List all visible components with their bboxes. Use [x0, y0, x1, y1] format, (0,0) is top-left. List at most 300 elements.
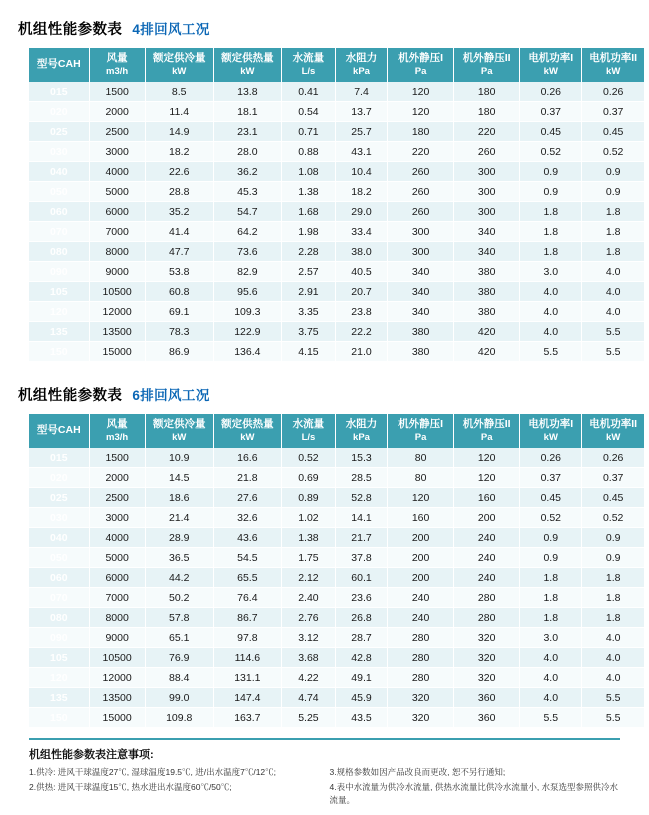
- table-cell: 220: [454, 122, 520, 142]
- table-cell: 69.1: [145, 302, 213, 322]
- table-cell: 7000: [89, 588, 145, 608]
- table-cell: 200: [454, 508, 520, 528]
- table-cell: 4.0: [582, 628, 644, 648]
- column-header-model: 型号CAH: [29, 48, 89, 82]
- table-cell: 4.22: [281, 668, 335, 688]
- table-cell: 80: [388, 448, 454, 468]
- table-cell: 14.5: [145, 468, 213, 488]
- table-cell: 1.68: [281, 202, 335, 222]
- table-cell: 0.9: [520, 162, 582, 182]
- cell-model: 070: [29, 588, 89, 608]
- table-cell: 10.9: [145, 448, 213, 468]
- table-cell: 120: [454, 468, 520, 488]
- table-cell: 109.8: [145, 708, 213, 728]
- cell-model: 050: [29, 548, 89, 568]
- table-cell: 300: [454, 202, 520, 222]
- cell-model: 070: [29, 222, 89, 242]
- table-cell: 360: [454, 688, 520, 708]
- table-cell: 15.3: [335, 448, 387, 468]
- table-cell: 38.0: [335, 242, 387, 262]
- table-cell: 4.15: [281, 342, 335, 362]
- column-header-heating: 额定供热量 kW: [213, 48, 281, 82]
- column-header-waterflow: 水流量 L/s: [281, 48, 335, 82]
- note-item: 3.规格参数如因产品改良而更改, 恕不另行通知;: [329, 767, 506, 777]
- table-cell: 5.5: [582, 342, 644, 362]
- table-header-row: [29, 48, 644, 82]
- cell-model: 150: [29, 708, 89, 728]
- table-cell: 28.7: [335, 628, 387, 648]
- table-cell: 340: [388, 262, 454, 282]
- table-cell: 2.91: [281, 282, 335, 302]
- table-cell: 36.5: [145, 548, 213, 568]
- table-cell: 240: [454, 528, 520, 548]
- table-cell: 300: [454, 162, 520, 182]
- table-cell: 27.6: [213, 488, 281, 508]
- table-cell: 37.8: [335, 548, 387, 568]
- table-cell: 380: [454, 282, 520, 302]
- table-cell: 0.26: [582, 448, 644, 468]
- table-row: [29, 708, 644, 728]
- table-row: [29, 282, 644, 302]
- table-cell: 0.45: [582, 122, 644, 142]
- table-cell: 14.9: [145, 122, 213, 142]
- column-header-model: 型号CAH: [29, 414, 89, 448]
- table-cell: 60.1: [335, 568, 387, 588]
- table-cell: 53.8: [145, 262, 213, 282]
- table-row: [29, 548, 644, 568]
- table-cell: 4000: [89, 528, 145, 548]
- table-cell: 1.8: [520, 202, 582, 222]
- table-row: [29, 182, 644, 202]
- table-cell: 340: [454, 242, 520, 262]
- table-row: [29, 588, 644, 608]
- table-cell: 26.8: [335, 608, 387, 628]
- table-row: [29, 262, 644, 282]
- cell-model: 020: [29, 102, 89, 122]
- table-cell: 1.8: [582, 222, 644, 242]
- table-cell: 1.8: [582, 608, 644, 628]
- table-cell: 88.4: [145, 668, 213, 688]
- table-cell: 1.8: [582, 202, 644, 222]
- table-cell: 44.2: [145, 568, 213, 588]
- table-cell: 200: [388, 548, 454, 568]
- table-cell: 280: [388, 668, 454, 688]
- column-header-motorpower-1: 电机功率I kW: [520, 414, 582, 448]
- table-cell: 45.3: [213, 182, 281, 202]
- table-cell: 32.6: [213, 508, 281, 528]
- table-cell: 5000: [89, 182, 145, 202]
- table-row: [29, 648, 644, 668]
- table-cell: 95.6: [213, 282, 281, 302]
- table-cell: 3.0: [520, 628, 582, 648]
- column-header-staticpressure-2: 机外静压II Pa: [454, 414, 520, 448]
- table-cell: 180: [454, 102, 520, 122]
- table-row: [29, 122, 644, 142]
- cell-model: 150: [29, 342, 89, 362]
- table-cell: 4.0: [520, 688, 582, 708]
- table-cell: 9000: [89, 262, 145, 282]
- cell-model: 060: [29, 568, 89, 588]
- table-cell: 80: [388, 468, 454, 488]
- note-item: 1.供冷: 进风干球温度27℃, 湿球温度19.5℃, 进/出水温度7℃/12℃;: [29, 767, 277, 777]
- table-cell: 49.1: [335, 668, 387, 688]
- table-cell: 1.38: [281, 182, 335, 202]
- table-cell: 240: [388, 588, 454, 608]
- table-row: [29, 668, 644, 688]
- table-cell: 8.5: [145, 82, 213, 102]
- table-cell: 0.41: [281, 82, 335, 102]
- table-cell: 320: [388, 708, 454, 728]
- table-cell: 1.8: [520, 222, 582, 242]
- table-cell: 240: [388, 608, 454, 628]
- table-cell: 420: [454, 342, 520, 362]
- table-cell: 1500: [89, 82, 145, 102]
- cell-model: 030: [29, 508, 89, 528]
- table-cell: 300: [388, 222, 454, 242]
- table-cell: 360: [454, 708, 520, 728]
- table-cell: 8000: [89, 608, 145, 628]
- column-header-waterdrop: 水阻力 kPa: [335, 48, 387, 82]
- table-cell: 35.2: [145, 202, 213, 222]
- section-title-sub: 6排回风工况: [132, 388, 210, 403]
- cell-model: 105: [29, 648, 89, 668]
- table-cell: 0.88: [281, 142, 335, 162]
- table-cell: 340: [388, 282, 454, 302]
- table-cell: 54.7: [213, 202, 281, 222]
- table-cell: 21.8: [213, 468, 281, 488]
- table-cell: 0.9: [520, 548, 582, 568]
- table-cell: 4.0: [520, 648, 582, 668]
- table-cell: 320: [454, 668, 520, 688]
- table-cell: 22.6: [145, 162, 213, 182]
- column-header-waterdrop: 水阻力 kPa: [335, 414, 387, 448]
- table-cell: 1.02: [281, 508, 335, 528]
- table-cell: 0.52: [582, 142, 644, 162]
- table-row: [29, 568, 644, 588]
- cell-model: 050: [29, 182, 89, 202]
- table-row: [29, 242, 644, 262]
- table-cell: 82.9: [213, 262, 281, 282]
- table-cell: 220: [388, 142, 454, 162]
- section-title-6row: [18, 384, 635, 405]
- table-cell: 1.8: [520, 568, 582, 588]
- table-cell: 33.4: [335, 222, 387, 242]
- table-cell: 240: [454, 548, 520, 568]
- table-cell: 0.9: [520, 182, 582, 202]
- section-title-4row: [18, 18, 635, 39]
- table-cell: 23.8: [335, 302, 387, 322]
- table-cell: 45.9: [335, 688, 387, 708]
- table-cell: 10500: [89, 648, 145, 668]
- table-cell: 23.6: [335, 588, 387, 608]
- table-cell: 0.52: [520, 508, 582, 528]
- column-header-motorpower-2: 电机功率II kW: [582, 414, 644, 448]
- table-cell: 6000: [89, 568, 145, 588]
- table-cell: 280: [454, 588, 520, 608]
- table-cell: 5.5: [582, 322, 644, 342]
- table-cell: 13.7: [335, 102, 387, 122]
- table-row: [29, 342, 644, 362]
- column-header-staticpressure-1: 机外静压I Pa: [388, 414, 454, 448]
- table-cell: 40.5: [335, 262, 387, 282]
- table-cell: 0.45: [520, 488, 582, 508]
- table-cell: 0.54: [281, 102, 335, 122]
- table-row: [29, 102, 644, 122]
- table-row: [29, 448, 644, 468]
- table-cell: 23.1: [213, 122, 281, 142]
- table-cell: 43.1: [335, 142, 387, 162]
- column-header-cooling: 额定供冷量 kW: [145, 414, 213, 448]
- table-cell: 18.2: [335, 182, 387, 202]
- table-cell: 86.9: [145, 342, 213, 362]
- notes-column-right: [330, 766, 621, 809]
- table-cell: 120: [388, 488, 454, 508]
- table-cell: 1.8: [582, 568, 644, 588]
- table-cell: 1.75: [281, 548, 335, 568]
- cell-model: 080: [29, 608, 89, 628]
- table-cell: 25.7: [335, 122, 387, 142]
- table-cell: 4.0: [582, 282, 644, 302]
- table-cell: 2.76: [281, 608, 335, 628]
- cell-model: 120: [29, 668, 89, 688]
- table-cell: 380: [454, 302, 520, 322]
- table-cell: 13.8: [213, 82, 281, 102]
- notes-grid: [29, 766, 620, 809]
- table-cell: 76.4: [213, 588, 281, 608]
- table-cell: 260: [388, 202, 454, 222]
- table-cell: 2500: [89, 488, 145, 508]
- table-cell: 0.52: [281, 448, 335, 468]
- table-row: [29, 202, 644, 222]
- table-cell: 0.9: [582, 528, 644, 548]
- column-header-airflow: 风量 m3/h: [89, 414, 145, 448]
- table-cell: 0.45: [582, 488, 644, 508]
- table-cell: 21.7: [335, 528, 387, 548]
- table-cell: 7000: [89, 222, 145, 242]
- table-cell: 0.45: [520, 122, 582, 142]
- table-cell: 1.8: [582, 588, 644, 608]
- note-item: 2.供热: 进风干球温度15℃, 热水进出水温度60℃/50℃;: [29, 782, 232, 793]
- table-cell: 28.5: [335, 468, 387, 488]
- table-cell: 65.5: [213, 568, 281, 588]
- table-cell: 18.6: [145, 488, 213, 508]
- cell-model: 060: [29, 202, 89, 222]
- table-cell: 12000: [89, 668, 145, 688]
- table-cell: 180: [388, 122, 454, 142]
- table-cell: 0.9: [520, 528, 582, 548]
- table-row: [29, 628, 644, 648]
- table-cell: 12000: [89, 302, 145, 322]
- table-cell: 420: [454, 322, 520, 342]
- table-cell: 11.4: [145, 102, 213, 122]
- table-cell: 4.74: [281, 688, 335, 708]
- section-title-main: 机组性能参数表: [18, 388, 123, 404]
- column-header-motorpower-1: 电机功率I kW: [520, 48, 582, 82]
- table-cell: 1.98: [281, 222, 335, 242]
- table-cell: 15000: [89, 708, 145, 728]
- table-cell: 0.9: [582, 182, 644, 202]
- table-body: [29, 82, 644, 362]
- table-cell: 109.3: [213, 302, 281, 322]
- table-cell: 260: [388, 182, 454, 202]
- table-cell: 0.37: [520, 102, 582, 122]
- table-cell: 4.0: [582, 302, 644, 322]
- table-cell: 3000: [89, 142, 145, 162]
- table-cell: 163.7: [213, 708, 281, 728]
- table-cell: 2.12: [281, 568, 335, 588]
- table-cell: 0.89: [281, 488, 335, 508]
- table-cell: 3.68: [281, 648, 335, 668]
- column-header-staticpressure-1: 机外静压I Pa: [388, 48, 454, 82]
- table-cell: 0.26: [520, 82, 582, 102]
- cell-model: 090: [29, 628, 89, 648]
- table-cell: 0.9: [582, 548, 644, 568]
- table-cell: 3000: [89, 508, 145, 528]
- table-cell: 2000: [89, 468, 145, 488]
- table-cell: 4000: [89, 162, 145, 182]
- table-cell: 0.9: [582, 162, 644, 182]
- table-cell: 120: [454, 448, 520, 468]
- table-cell: 3.0: [520, 262, 582, 282]
- table-cell: 5000: [89, 548, 145, 568]
- cell-model: 135: [29, 322, 89, 342]
- table-cell: 1500: [89, 448, 145, 468]
- table-cell: 1.8: [520, 588, 582, 608]
- table-cell: 5.5: [582, 688, 644, 708]
- table-cell: 0.52: [582, 508, 644, 528]
- table-cell: 300: [454, 182, 520, 202]
- table-cell: 3.75: [281, 322, 335, 342]
- table-cell: 280: [454, 608, 520, 628]
- table-cell: 300: [388, 242, 454, 262]
- table-row: [29, 222, 644, 242]
- table-row: [29, 82, 644, 102]
- table-cell: 60.8: [145, 282, 213, 302]
- table-row: [29, 322, 644, 342]
- performance-table-6row: [29, 414, 644, 728]
- cell-model: 040: [29, 162, 89, 182]
- cell-model: 135: [29, 688, 89, 708]
- table-cell: 240: [454, 568, 520, 588]
- table-cell: 0.26: [582, 82, 644, 102]
- table-cell: 15000: [89, 342, 145, 362]
- table-cell: 5.5: [582, 708, 644, 728]
- table-cell: 2.57: [281, 262, 335, 282]
- column-header-airflow: 风量 m3/h: [89, 48, 145, 82]
- table-cell: 47.7: [145, 242, 213, 262]
- table-cell: 131.1: [213, 668, 281, 688]
- table-cell: 380: [388, 322, 454, 342]
- section-4row: [14, 18, 638, 362]
- table-cell: 0.52: [520, 142, 582, 162]
- table-cell: 1.38: [281, 528, 335, 548]
- note-item: 4.表中水流量为供冷水流量, 供热水流量比供冷水流量小, 水泵选型参照供冷水流量。: [329, 782, 619, 805]
- table-cell: 5.25: [281, 708, 335, 728]
- table-row: [29, 468, 644, 488]
- table-cell: 0.37: [582, 468, 644, 488]
- column-header-waterflow: 水流量 L/s: [281, 414, 335, 448]
- table-header-row: [29, 414, 644, 448]
- cell-model: 105: [29, 282, 89, 302]
- table-cell: 54.5: [213, 548, 281, 568]
- table-cell: 320: [454, 648, 520, 668]
- table-cell: 28.8: [145, 182, 213, 202]
- table-cell: 160: [454, 488, 520, 508]
- table-cell: 0.69: [281, 468, 335, 488]
- table-cell: 28.9: [145, 528, 213, 548]
- table-cell: 260: [454, 142, 520, 162]
- table-cell: 10500: [89, 282, 145, 302]
- table-cell: 21.4: [145, 508, 213, 528]
- column-header-cooling: 额定供冷量 kW: [145, 48, 213, 82]
- table-cell: 0.37: [582, 102, 644, 122]
- table-cell: 122.9: [213, 322, 281, 342]
- table-cell: 0.71: [281, 122, 335, 142]
- section-title-sub: 4排回风工况: [132, 22, 210, 37]
- table-cell: 86.7: [213, 608, 281, 628]
- table-cell: 5.5: [520, 708, 582, 728]
- table-cell: 120: [388, 82, 454, 102]
- cell-model: 020: [29, 468, 89, 488]
- table-body: [29, 448, 644, 728]
- cell-model: 040: [29, 528, 89, 548]
- table-cell: 280: [388, 628, 454, 648]
- section-6row: [14, 384, 638, 728]
- performance-table-4row: [29, 48, 644, 362]
- cell-model: 015: [29, 82, 89, 102]
- table-cell: 1.08: [281, 162, 335, 182]
- table-cell: 120: [388, 102, 454, 122]
- table-cell: 2.28: [281, 242, 335, 262]
- table-cell: 160: [388, 508, 454, 528]
- table-header: [29, 414, 644, 448]
- table-cell: 41.4: [145, 222, 213, 242]
- table-cell: 4.0: [582, 648, 644, 668]
- notes-column-left: [29, 766, 320, 809]
- table-cell: 20.7: [335, 282, 387, 302]
- table-cell: 22.2: [335, 322, 387, 342]
- table-cell: 99.0: [145, 688, 213, 708]
- table-cell: 200: [388, 528, 454, 548]
- table-cell: 43.5: [335, 708, 387, 728]
- notes-block: [29, 738, 620, 809]
- table-cell: 78.3: [145, 322, 213, 342]
- table-cell: 13500: [89, 322, 145, 342]
- table-cell: 8000: [89, 242, 145, 262]
- table-cell: 320: [388, 688, 454, 708]
- table-cell: 0.26: [520, 448, 582, 468]
- table-cell: 147.4: [213, 688, 281, 708]
- table-cell: 76.9: [145, 648, 213, 668]
- table-row: [29, 142, 644, 162]
- table-cell: 1.8: [520, 242, 582, 262]
- table-cell: 10.4: [335, 162, 387, 182]
- table-cell: 2000: [89, 102, 145, 122]
- table-cell: 5.5: [520, 342, 582, 362]
- table-cell: 57.8: [145, 608, 213, 628]
- column-header-staticpressure-2: 机外静压II Pa: [454, 48, 520, 82]
- table-cell: 1.8: [582, 242, 644, 262]
- table-row: [29, 608, 644, 628]
- table-cell: 114.6: [213, 648, 281, 668]
- table-row: [29, 488, 644, 508]
- table-cell: 16.6: [213, 448, 281, 468]
- table-header: [29, 48, 644, 82]
- cell-model: 015: [29, 448, 89, 468]
- cell-model: 030: [29, 142, 89, 162]
- table-cell: 200: [388, 568, 454, 588]
- notes-title: 机组性能参数表注意事项:: [29, 749, 154, 761]
